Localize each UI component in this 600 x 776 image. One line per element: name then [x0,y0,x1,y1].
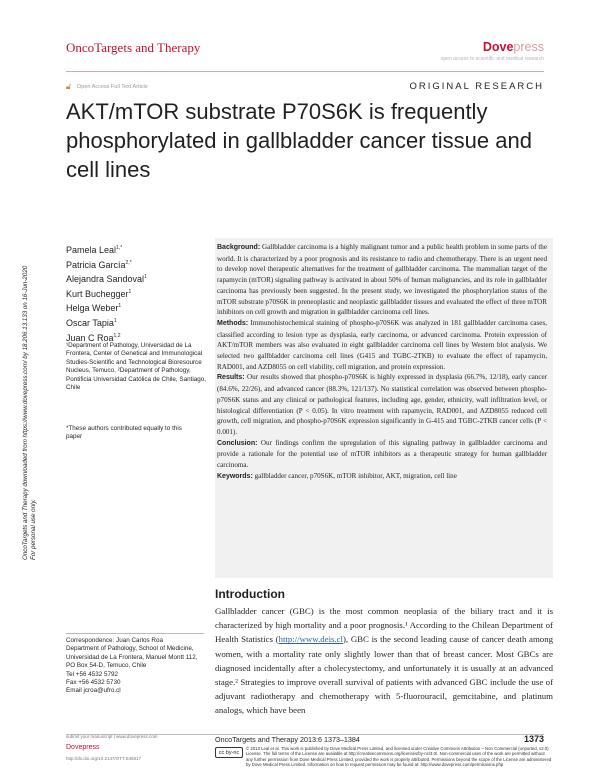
abstract-conclusion: Conclusion: Our findings confirm the upregulation of this signaling pathway in gallbladder carcinoma and provide a rationale for the potential use of mTOR inhibitors as a therapeutic strategy for human gallbladder carcinoma. [217,438,547,470]
header-divider [66,71,544,72]
article-type: ORIGINAL RESEARCH [409,81,544,92]
abstract-box [215,238,553,578]
license-text: © 2013 Leal et al. This work is published by Dove Medical Press Limited, and licensed under Creative Commons Attribution – Non Commercial (unported, v3.0) License. The full terms of the License are available at http://creativecommons.org/licenses/by-nc/3.0/. Non-commercial uses of the work are permitted without any further permission from Dove Medical Press Limited, provided the work is properly attributed. Permissions beyond the scope of the License are administered by Dove Medical Press Limited. Information on how to request permission may be found at: http://www.dovepress.com/permissions.php [246,746,552,767]
correspondence-block [66,637,206,696]
author: Juan C Roa$^{1,2}$ [66,332,121,343]
publisher-tagline: open access to scientific and medical research [440,56,544,62]
submit-manuscript-link[interactable]: submit your manuscript | www.dovepress.com [66,734,158,739]
introduction-text: Gallbladder cancer (GBC) is the most common neoplasia of the biliary tract and it is characterized by high mortality and a poor prognosis.¹ According to the Chilean Department of Health Statistics (http://www.deis.cl), GBC is the second leading cause of cancer death among women, with a mortality rate only slightly lower than that of breast cancer. Most GBCs are diagnosed incidentally after a cholecystectomy, and unfortunately it is usually at an advanced stage.² Strategies to improve overall survival of patients with advanced GBC include the use of adjuvant radiotherapy and chemotherapy with 5-fluorouracil, gemcitabine, and platinum analogs, which have been [215,606,553,716]
author: Patricia García$^{2,*}$ [66,259,132,270]
side-download-note [22,160,37,560]
author: Pamela Leal$^{1,*}$ [66,245,123,255]
correspondence-label: Correspondence: Juan Carlos Roa [66,637,163,644]
footer-publisher-logo: Dovepress [66,744,100,751]
side-note-line-1: OncoTargets and Therapy downloaded from https://www.dovepress.com/ by 18.206.13.133 on 16-Jun-2020 [22,265,29,560]
correspondence-divider [66,633,204,634]
publisher-name-bold: Dove [482,40,514,54]
correspondence-email[interactable]: Email jcroa@ufro.cl [66,687,121,695]
journal-name: OncoTargets and Therapy [66,40,201,55]
correspondence-address: Department of Pathology, School of Medicine, Universidad de La Frontera, Manuel Montt 112, PO Box 54-D, Temuco, Chile [66,645,198,670]
cc-license-badge-icon[interactable]: cc by-nc [215,747,243,758]
introduction-heading: Introduction [215,587,285,601]
publisher-logo [483,40,544,54]
affiliations: ¹Department of Pathology, Universidad de La Frontera, Center of Genetical and Immunological Studies-Scientific and Technological Bioresource Nucleus, Temuco, ²Department of Pathology, Pontificia Universidad Católica de Chile, Santiago, Chile [66,342,207,392]
open-access-label [66,82,148,91]
abstract-results: Results: Our results showed that phospho-p70S6K is highly expressed in dysplasia (66.7%, 12/18), early cancer (84.6%, 22/26), and advanced cancer (88.3%, 121/137). No statistical correlation was observed between phospho-p70S6K status and any clinical or pathological features, including age, gender, ethnicity, wall infiltration level, or histological differentiation (P < 0.05). In vitro treatment with rapamycin, RAD001, and AZD8055 reduced cell growth, cell migration, and phospho-p70S6K expression significantly in G-415 and TGBC-2TKB cancer cells (P < 0.001). [217,373,547,436]
abstract-keywords: Keywords: gallbladder cancer, p70S6K, mTOR inhibitor, AKT, migration, cell line [217,471,457,480]
publisher-name-light: press [513,40,544,54]
doi-link[interactable]: http://dx.doi.org/10.2147/OTT.S46917 [66,756,142,761]
abstract-methods: Methods: Immunohistochemical staining of phospho-p70S6K was analyzed in 181 gallbladder carcinoma cases, classified according to lesion type as dysplasia, early carcinoma, or advanced carcinoma. Protein expression of AKT/mTOR members was also evaluated in eight gallbladder carcinoma cell lines by Western blot analysis. We selected two gallbladder carcinoma cell lines (G415 and TGBC-2TKB) to evaluate the effect of rapamycin, RAD001, and AZD8055 on cell viability, cell migration, and protein expression. [217,318,547,371]
author-list [66,242,206,344]
abstract-background: Background: Gallbladder carcinoma is a highly malignant tumor and a public health problem in some parts of the world. It is characterized by a poor prognosis and its resistance to radio and chemotherapy. There is an urgent need to develop novel therapeutic alternatives for the treatment of gallbladder carcinoma. The mammalian target of the rapamycin (mTOR) signaling pathway is activated in about 50% of human malignancies, and its role in gallbladder carcinoma has previously been suggested. In the present study, we investigated the phosphorylation status of the mTOR substrate p70S6K in preneoplastic and neoplastic gallbladder tissues and evaluated the effect of three mTOR inhibitors on cell growth and migration in gallbladder carcinoma cell lines. [217,243,547,317]
correspondence-fax: Fax +56 4532 5730 [66,679,121,687]
article-title: AKT/mTOR substrate P70S6K is frequently phosphorylated in gallbladder cancer tissue and cell lines [66,99,532,182]
author: Oscar Tapia$^1$ [66,317,117,328]
footer-citation: OncoTargets and Therapy 2013:6 1373–1384 [215,735,360,744]
side-note-line-2: For personal use only. [30,499,37,560]
deis-link[interactable]: http://www.deis.cl [278,634,343,645]
open-access-text: Open Access Full Text Article [77,83,148,90]
correspondence-tel: Tel +56 4532 5792 [66,670,118,678]
page-number: 1373 [523,734,544,744]
open-access-lock-icon: 🔓︎ [66,82,72,91]
author: Helga Weber$^1$ [66,303,122,314]
equal-contribution-note: *These authors contributed equally to this paper [66,425,182,441]
author: Kurt Buchegger$^1$ [66,288,132,299]
author: Alejandra Sandoval$^1$ [66,274,147,285]
